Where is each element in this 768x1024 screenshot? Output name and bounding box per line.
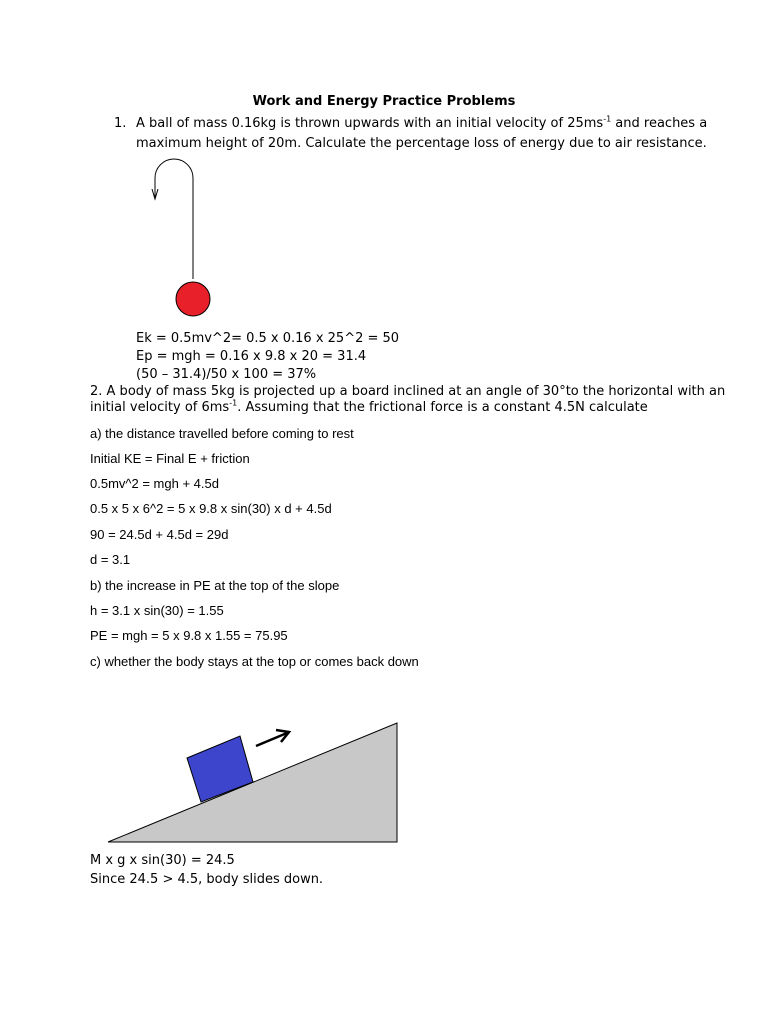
trajectory-curve (155, 159, 193, 279)
conclusion (90, 851, 323, 889)
problem-1-line-2: maximum height of 20m. Calculate the percentage loss of energy due to air resistance. (136, 136, 707, 151)
inclined-plane-diagram (0, 700, 768, 860)
ball (176, 282, 210, 316)
thrown-ball-diagram (0, 0, 768, 330)
problem-2-line-2: initial velocity of $6ms^{-1}$. Assuming that the frictional force is a constant 4.5N calculate (90, 398, 648, 415)
component-force-line: M x g x sin(30) = 24.5 (90, 853, 235, 868)
part-b-question: b) the increase in PE at the top of the slope (90, 578, 340, 593)
problem-2-statement (90, 384, 725, 416)
potential-energy-line: Ep = mgh = 0.16 x 9.8 x 20 = 31.4 (136, 349, 367, 364)
percentage-loss-line: (50 – 31.4)/50 x 100 = 37% (136, 367, 317, 382)
height-line: h = 3.1 x sin(30) = 1.55 (90, 603, 224, 618)
slides-down-line: Since 24.5 > 4.5, body slides down. (90, 872, 324, 887)
energy-balance-line: Initial KE = Final E + friction (90, 451, 250, 466)
simplification-line: 90 = 24.5d + 4.5d = 29d (90, 527, 229, 542)
part-a-question: a) the distance travelled before coming to rest (90, 426, 354, 441)
part-c-question: c) whether the body stays at the top or comes back down (90, 654, 419, 669)
problem-1-solution (136, 330, 399, 384)
problem-2-line-1: 2. A body of mass 5kg is projected up a board inclined at an angle of 30°to the horizontal with an (90, 384, 726, 399)
problem-1-line-1: A ball of mass 0.16kg is thrown upwards with an initial velocity of $25ms^{-1}$ and reaches a (136, 114, 708, 131)
kinetic-energy-line: Ek = 0.5mv^2= 0.5 x 0.16 x 25^2 = 50 (136, 331, 400, 346)
substitution-line: 0.5 x 5 x 6^2 = 5 x 9.8 x sin(30) x d + 4.5d (90, 501, 332, 516)
pe-result-line: PE = mgh = 5 x 9.8 x 1.55 = 75.95 (90, 628, 288, 643)
page-title: Work and Energy Practice Problems (252, 94, 516, 109)
problem-1-number: 1. (114, 116, 127, 131)
equation-line: 0.5mv^2 = mgh + 4.5d (90, 476, 219, 491)
distance-result-line: d = 3.1 (90, 552, 131, 567)
